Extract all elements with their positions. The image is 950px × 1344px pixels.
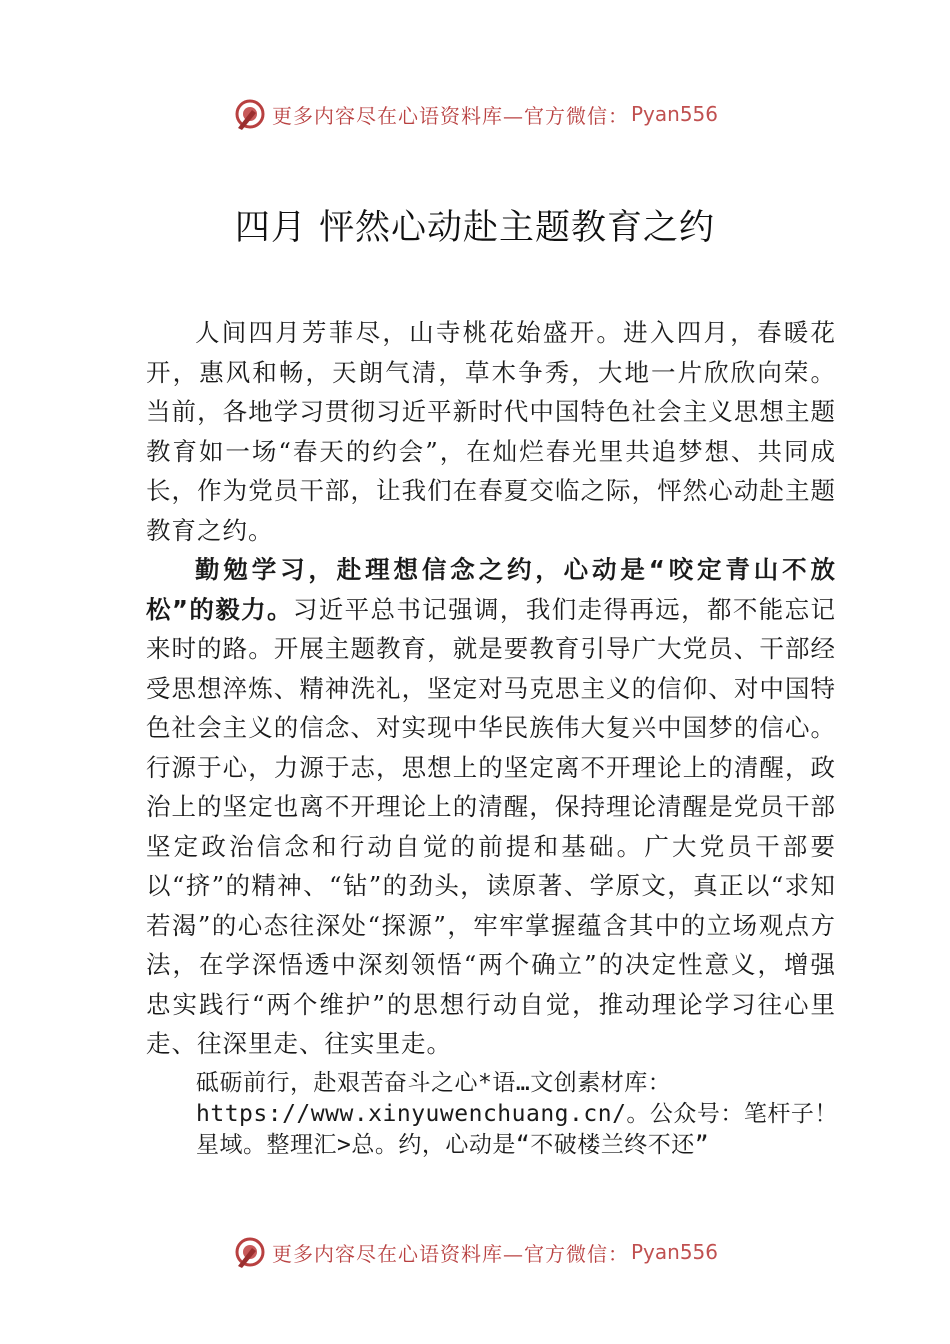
tail-line-2: https://www.xinyuwenchuang.cn/。公众号：笔杆子！ bbox=[196, 1101, 838, 1127]
pen-logo-icon bbox=[232, 1234, 268, 1270]
paragraph-heading: 勤勉学习，赴理想信念之约，心动是“咬定青山不放松”的毅力。 bbox=[146, 555, 836, 624]
wechat-id: Pyan556 bbox=[630, 102, 718, 126]
paragraph-study bbox=[146, 550, 836, 1064]
banner-text: 更多内容尽在心语资料库—官方微信： bbox=[271, 103, 629, 128]
header-banner bbox=[0, 94, 950, 134]
banner-text: 更多内容尽在心语资料库—官方微信： bbox=[271, 1241, 629, 1266]
watermark-text-block bbox=[196, 1068, 836, 1161]
footer-banner bbox=[0, 1232, 950, 1272]
paragraph-intro: 人间四月芳菲尽，山寺桃花始盛开。进入四月，春暖花开，惠风和畅，天朗气清，草木争秀，大地一片欣欣向荣。 当前，各地学习贯彻习近平新时代中国特色社会主义思想主题教育如一场“春天的约会”，在灿烂春光里共追梦想、共同成长，作为党员干部，让我们在春夏交临之际，怦然心动赴主题教育之约。 bbox=[146, 318, 836, 545]
tail-line-1: 砥砺前行，赴艰苦奋斗之心*语…文创素材库： bbox=[196, 1070, 672, 1096]
document-title: 四月 怦然心动赴主题教育之约 bbox=[234, 208, 716, 248]
paragraph-text: 习近平总书记强调，我们走得再远，都不能忘记来时的路。开展主题教育，就是要教育引导广大党员、干部经受思想淬炼、精神洗礼，坚定对马克思主义的信仰、对中国特色社会主义的信念、对实现中华民族伟大复兴中国梦的信心。行源于心，力源于志，思想上的坚定离不开理论上的清醒，政治上的坚定也离不开理论上的清醒，保持理论清醒是党员干部坚定政治信念和行动自觉的前提和基础。广大党员干部要以“挤”的精神、“钻”的劲头，读原著、学原文，真正以“求知若渴”的心态往深处“探源”，牢牢掌握蕴含其中的立场观点方法，在学深悟透中深刻领悟“两个确立”的决定性意义，增强忠实践行“两个维护”的思想行动自觉，推动理论学习往心里走、往深里走、往实里走。 bbox=[146, 594, 836, 1058]
document-body bbox=[146, 313, 836, 1064]
wechat-id: Pyan556 bbox=[630, 1240, 718, 1264]
pen-logo-icon bbox=[232, 96, 268, 132]
tail-line-3: 星域。整理汇>总。约，心动是“不破楼兰终不还” bbox=[196, 1132, 710, 1158]
